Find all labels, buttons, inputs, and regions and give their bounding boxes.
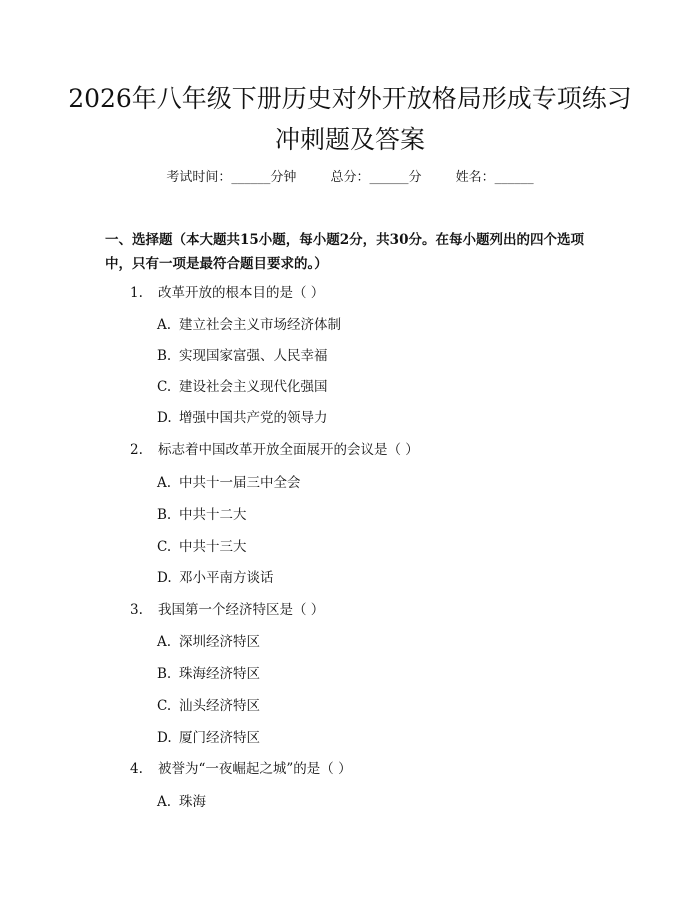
- option-text: 珠海经济特区: [179, 666, 260, 682]
- option-letter: C.: [157, 539, 172, 555]
- option-1d: [157, 408, 328, 428]
- option-text: 中共十三大: [179, 539, 247, 555]
- option-2d: [157, 568, 274, 588]
- question-text: 改革开放的根本目的是（ ）: [158, 285, 325, 301]
- option-letter: D.: [157, 410, 172, 426]
- question-number: 2.: [130, 442, 143, 458]
- section-heading: 一、选择题（本大题共15小题，每小题2分，共30分。在每小题列出的四个选项中，只有一项是最符合题目要求的。）: [105, 232, 584, 272]
- option-letter: D.: [157, 570, 172, 586]
- option-letter: A.: [157, 634, 172, 650]
- option-letter: B.: [157, 348, 172, 364]
- question-number: 4.: [130, 761, 143, 777]
- total-score-field: 总分：______分: [330, 170, 422, 185]
- option-letter: A.: [157, 794, 172, 810]
- option-text: 中共十二大: [179, 507, 247, 523]
- question-text: 标志着中国改革开放全面展开的会议是（ ）: [158, 442, 419, 458]
- option-1c: [157, 377, 328, 397]
- option-letter: A.: [157, 317, 172, 333]
- option-text: 邓小平南方谈话: [179, 570, 274, 586]
- question-text: 我国第一个经济特区是（ ）: [158, 602, 325, 618]
- student-name-field: 姓名：______: [455, 170, 534, 185]
- option-text: 汕头经济特区: [179, 698, 260, 714]
- question-number: 3.: [130, 602, 143, 618]
- question-3: [130, 600, 324, 620]
- option-text: 实现国家富强、人民幸福: [179, 348, 328, 364]
- option-text: 建立社会主义市场经济体制: [179, 317, 341, 333]
- question-number: 1.: [130, 285, 143, 301]
- option-2a: [157, 473, 301, 493]
- option-3d: [157, 728, 260, 748]
- option-1a: [157, 315, 341, 335]
- option-text: 建设社会主义现代化强国: [179, 379, 328, 395]
- exam-meta: [0, 168, 700, 188]
- document-title: 2026年八年级下册历史对外开放格局形成专项练习冲刺题及答案: [68, 84, 632, 154]
- option-text: 厦门经济特区: [179, 730, 260, 746]
- option-letter: C.: [157, 379, 172, 395]
- question-4: [130, 759, 352, 779]
- exam-time-field: 考试时间：______分钟: [166, 170, 297, 185]
- question-2: [130, 440, 419, 460]
- option-letter: B.: [157, 507, 172, 523]
- question-1: [130, 283, 324, 303]
- option-text: 珠海: [179, 794, 206, 810]
- option-text: 中共十一届三中全会: [179, 475, 301, 491]
- question-text: 被誉为“一夜崛起之城”的是（ ）: [158, 761, 352, 777]
- option-letter: D.: [157, 730, 172, 746]
- option-4a: [157, 792, 206, 812]
- option-2c: [157, 537, 247, 557]
- option-letter: B.: [157, 666, 172, 682]
- option-3c: [157, 696, 260, 716]
- option-text: 深圳经济特区: [179, 634, 260, 650]
- option-letter: C.: [157, 698, 172, 714]
- option-3b: [157, 664, 260, 684]
- option-3a: [157, 632, 260, 652]
- option-1b: [157, 346, 328, 366]
- option-2b: [157, 505, 247, 525]
- option-text: 增强中国共产党的领导力: [179, 410, 328, 426]
- option-letter: A.: [157, 475, 172, 491]
